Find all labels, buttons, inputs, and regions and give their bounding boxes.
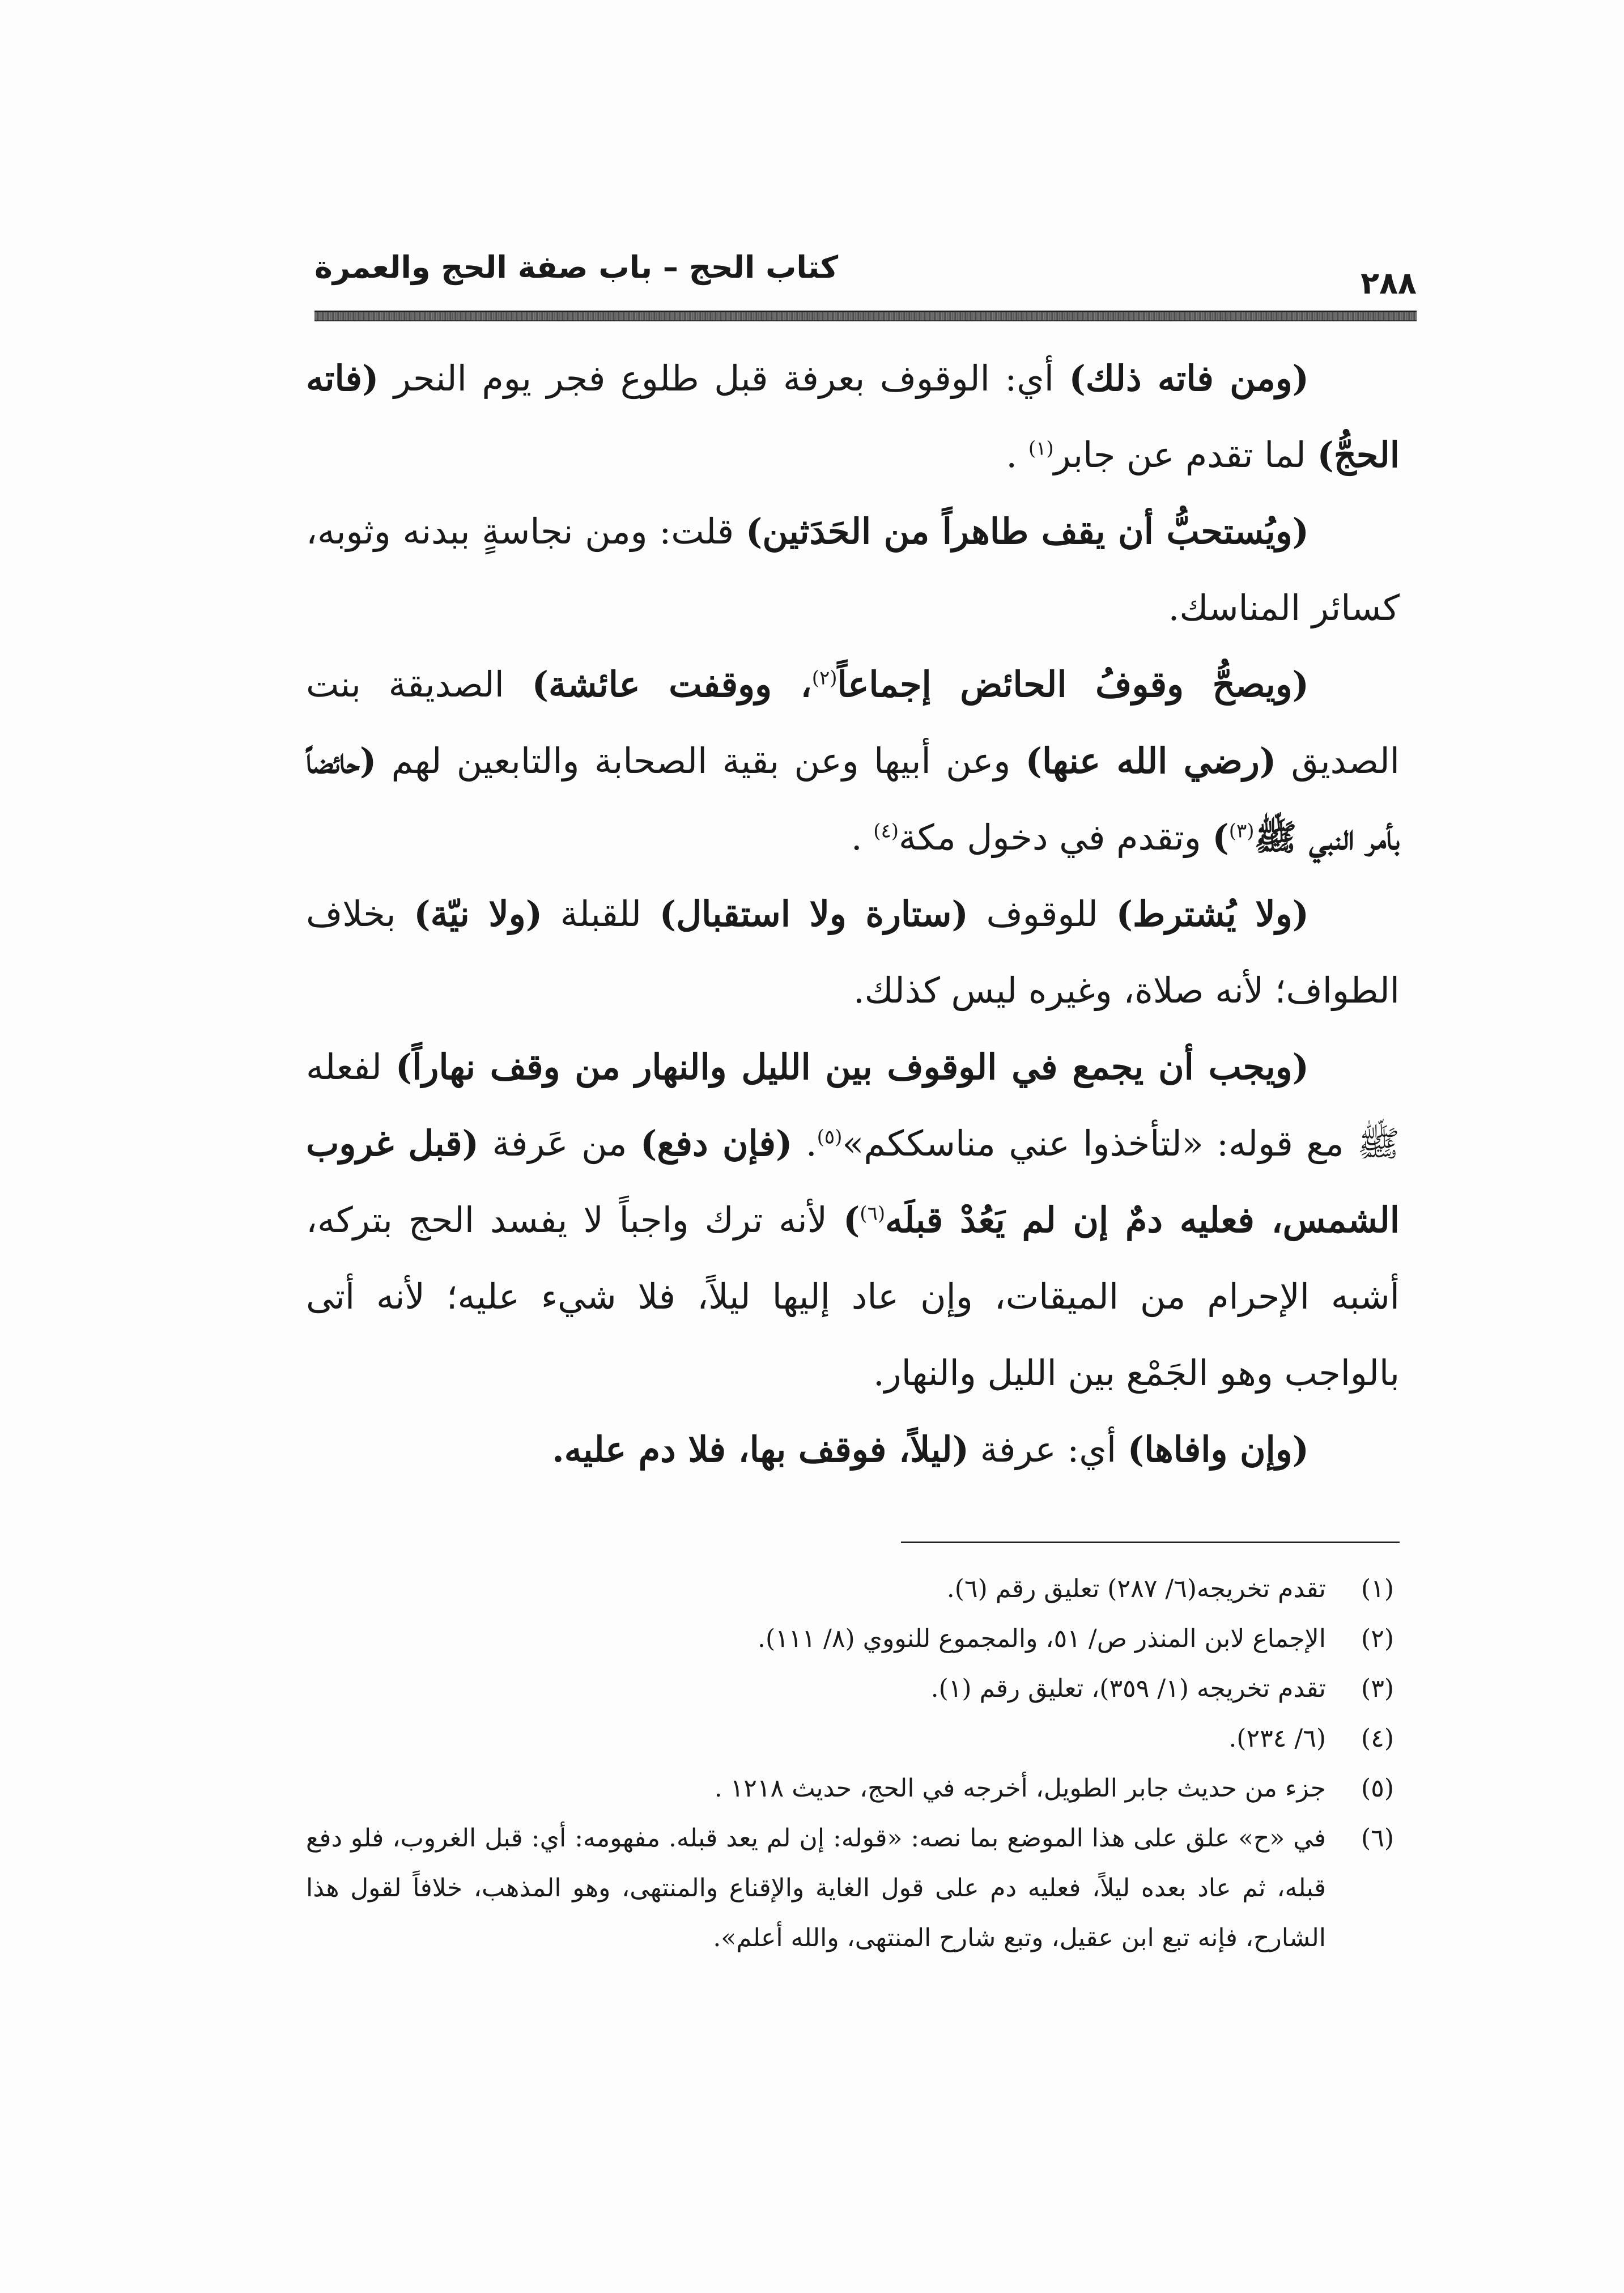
footnote-2 — [306, 1614, 1394, 1664]
footnote-text: تقدم تخريجه (١/ ٣٥٩)، تعليق رقم (١). — [930, 1674, 1326, 1703]
sharh-text: قلت: ومن نجاسةٍ ببدنه وثوبه، كسائر المناسك. — [306, 511, 1400, 629]
page-number: ٢٨٨ — [1361, 265, 1417, 301]
footnote-1 — [306, 1564, 1394, 1614]
footnote-ref[interactable]: (٤) — [873, 819, 899, 843]
footnote-ref[interactable]: (٦) — [860, 1202, 886, 1225]
footnote-number: (٤) — [1361, 1724, 1394, 1753]
sharh-text: أي: عرفة — [968, 1429, 1128, 1470]
sharh-text: الصديقة بنت الصديق — [306, 664, 1400, 782]
matn-text: (ويصحُّ وقوفُ الحائض إجماعاً — [837, 664, 1309, 705]
page-header — [314, 249, 1417, 312]
paragraph-2 — [306, 493, 1400, 646]
matn-text: ، ووقفت عائشة) — [532, 664, 812, 705]
sharh-text: بخلاف الطواف؛ لأنه صلاة، وغيره ليس كذلك. — [306, 893, 1400, 1011]
matn-text: (حائضاً بأمر النبي ﷺ — [306, 740, 1400, 858]
matn-text: (فإن دفع) — [640, 1123, 793, 1164]
footnote-number: (٥) — [1361, 1774, 1394, 1803]
paragraph-6 — [306, 1411, 1400, 1488]
sharh-text: للقبلة — [542, 893, 660, 935]
sharh-text: . — [1006, 434, 1028, 475]
paragraph-5 — [306, 1029, 1400, 1411]
matn-text: (ليلاً، فوقف بها، فلا دم عليه. — [552, 1429, 969, 1470]
footnote-text: (٦/ ٢٣٤). — [1228, 1724, 1326, 1753]
footnote-ref[interactable]: (٣) — [1228, 819, 1255, 843]
paragraph-3 — [306, 646, 1400, 876]
footnote-text: في «ح» علق على هذا الموضع بما نصه: «قوله: إن لم يعد قبله. مفهومه: أي: قبل الغروب، فلو دفع قبله، ثم عاد بعده ليلاً، فعليه دم على قول الغاية والإقناع والمنتهى، وهو المذهب، خلافاً لقول هذا الشارح، فإنه تبع ابن عقيل، وتبع شارح المنتهى، والله أعلم». — [306, 1824, 1326, 1952]
footnote-text: جزء من حديث جابر الطويل، أخرجه في الحج، حديث ١٢١٨ . — [714, 1774, 1326, 1803]
matn-text: ) — [1212, 817, 1229, 858]
footnote-text: الإجماع لابن المنذر ص/ ٥١، والمجموع للنووي (٨/ ١١١). — [757, 1624, 1326, 1653]
sharh-text: لما تقدم عن جابر — [1053, 434, 1317, 475]
matn-text: ) — [843, 1199, 860, 1241]
sharh-text: لأنه ترك واجباً لا يفسد الحج بتركه، أشبه الإحرام من الميقات، وإن عاد إليها ليلاً، فلا شيء عليه؛ لأنه أتى بالواجب وهو الجَمْع بين الليل والنهار. — [306, 1199, 1400, 1394]
footnote-number: (١) — [1361, 1574, 1394, 1603]
footnote-5 — [306, 1764, 1394, 1814]
sharh-text: من عَرفة — [478, 1123, 640, 1164]
footnote-separator — [901, 1542, 1400, 1543]
sharh-text: . — [851, 817, 874, 858]
sharh-text: أي: الوقوف بعرفة قبل طلوع فجر يوم النحر — [379, 358, 1069, 399]
matn-text: (ولا نيّة) — [414, 893, 543, 935]
matn-text: (ولا يُشترط) — [1116, 893, 1309, 935]
footnote-3 — [306, 1664, 1394, 1714]
running-title: كتاب الحج – باب صفة الحج والعمرة — [314, 249, 839, 285]
matn-text: (ويجب أن يجمع في الوقوف بين الليل والنهار من وقف نهاراً) — [395, 1046, 1310, 1088]
main-text — [306, 340, 1400, 1488]
footnote-4 — [306, 1714, 1394, 1764]
matn-text: (قبل غروب الشمس، فعليه دمٌ إن لم يَعُدْ قبلَه — [306, 1123, 1400, 1241]
matn-text: (ستارة ولا استقبال) — [659, 893, 968, 935]
footnote-number: (٢) — [1361, 1624, 1394, 1653]
paragraph-1 — [306, 340, 1400, 493]
footnote-ref[interactable]: (٢) — [811, 666, 837, 690]
matn-text: (فاته الحجُّ) — [306, 358, 1400, 475]
matn-text: (وإن وافاها) — [1127, 1429, 1309, 1470]
matn-text: (رضي الله عنها) — [1025, 740, 1277, 782]
footnote-6 — [306, 1814, 1394, 1963]
sharh-text: وعن أبيها وعن بقية الصحابة والتابعين لهم — [376, 740, 1026, 782]
sharh-text: للوقوف — [968, 893, 1116, 935]
matn-text: (ويُستحبُّ أن يقف طاهراً من الحَدَثين) — [746, 511, 1309, 552]
footnote-ref[interactable]: (١) — [1028, 437, 1054, 460]
footnote-number: (٣) — [1361, 1674, 1394, 1703]
sharh-text: وتقدم في دخول مكة — [899, 817, 1213, 858]
footnotes — [306, 1564, 1394, 1963]
sharh-text: . — [792, 1123, 817, 1164]
footnote-number: (٦) — [1361, 1824, 1394, 1853]
header-rule — [314, 311, 1417, 321]
paragraph-4 — [306, 876, 1400, 1029]
footnote-ref[interactable]: (٥) — [817, 1126, 843, 1149]
matn-text: (ومن فاته ذلك) — [1069, 358, 1309, 399]
sharh-text: لفعله ﷺ مع قوله: «لتأخذوا عني مناسككم» — [306, 1046, 1400, 1164]
footnote-text: تقدم تخريجه(٦/ ٢٨٧) تعليق رقم (٦). — [946, 1574, 1326, 1603]
